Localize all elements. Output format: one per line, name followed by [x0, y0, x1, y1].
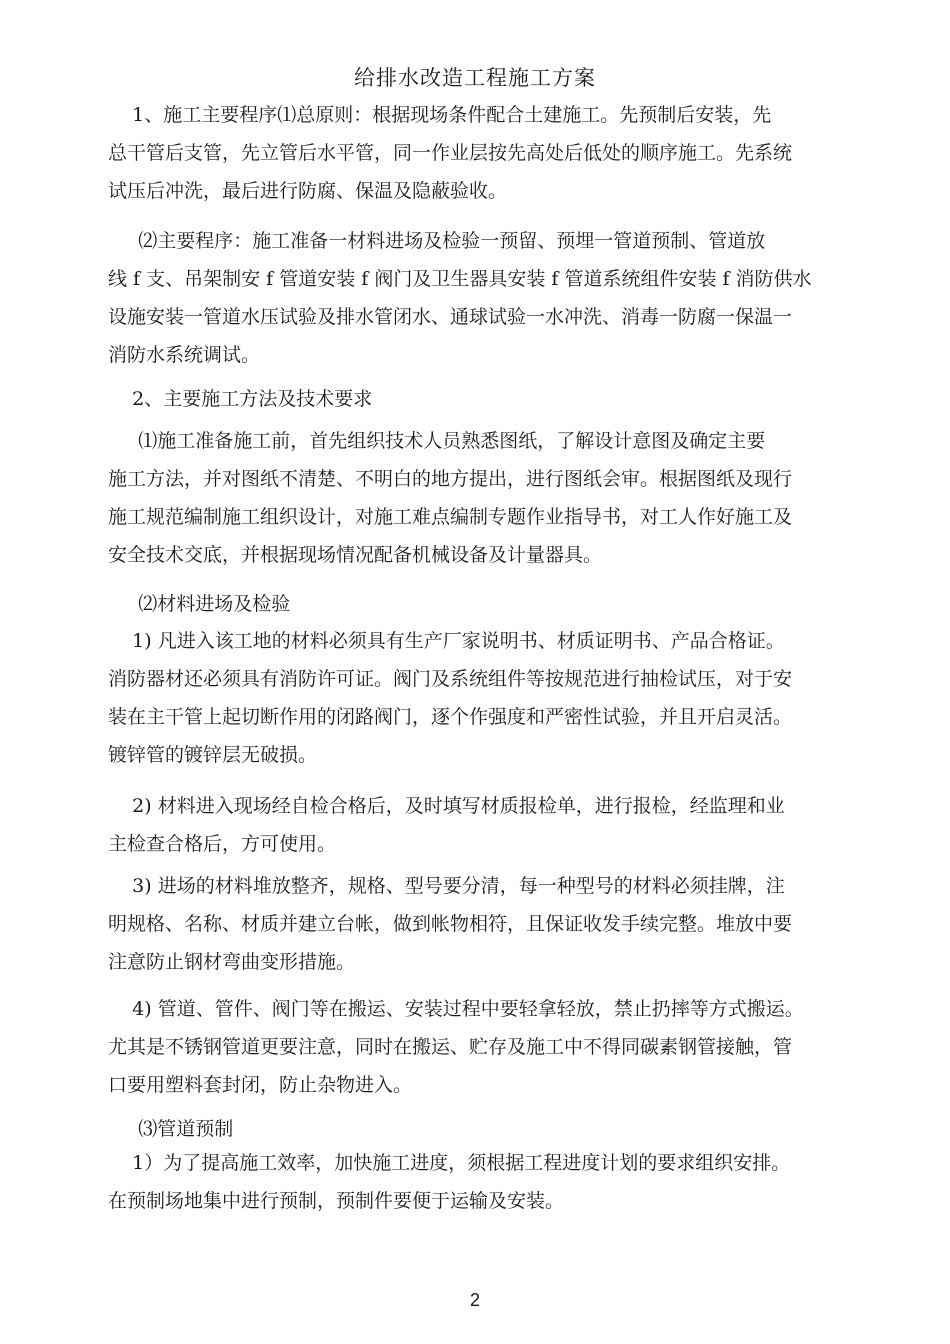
- text-line: ⑵主要程序：施工准备一材料进场及检验一预留、预埋一管道预制、管道放: [108, 230, 766, 252]
- section-heading-2: [108, 380, 848, 418]
- text-line: 口要用塑料套封闭，防止杂物进入。: [108, 1074, 413, 1096]
- text-line: 3) 进场的材料堆放整齐，规格、型号要分清，每一种型号的材料必须挂牌，注: [108, 875, 785, 897]
- subheading-materials: [108, 585, 848, 623]
- body-item-1: [108, 622, 848, 774]
- text-line: ⑵材料进场及检验: [108, 593, 291, 615]
- body-item-prefab-1: [108, 1144, 848, 1220]
- body-item-4: [108, 990, 848, 1104]
- body-p1: [108, 96, 848, 210]
- text-line: 明规格、名称、材质并建立台帐，做到帐物相符，且保证收发手续完整。堆放中要: [108, 913, 793, 935]
- text-line: 尤其是不锈钢管道更要注意，同时在搬运、贮存及施工中不得同碳素钢管接触，管: [108, 1036, 793, 1058]
- body-item-3: [108, 867, 848, 981]
- text-line: 试压后冲洗，最后进行防腐、保温及隐蔽验收。: [108, 180, 508, 202]
- text-line: 2、主要施工方法及技术要求: [108, 388, 373, 410]
- page-title: 给排水改造工程施工方案: [354, 66, 596, 90]
- text-line: 总干管后支管，先立管后水平管，同一作业层按先高处后低处的顺序施工。先系统: [108, 142, 793, 164]
- text-line: 2) 材料进入现场经自检合格后，及时填写材质报检单，进行报检，经监理和业: [108, 795, 785, 817]
- subheading-pipe-prefab: [108, 1110, 848, 1148]
- text-line: 1、施工主要程序⑴总原则：根据现场条件配合土建施工。先预制后安装，先: [108, 104, 772, 126]
- text-line: 消防水系统调试。: [108, 344, 261, 366]
- text-line: 施工规范编制施工组织设计，对施工难点编制专题作业指导书，对工人作好施工及: [108, 506, 793, 528]
- text-line: 消防器材还必须具有消防许可证。阀门及系统组件等按规范进行抽检试压，对于安: [108, 668, 793, 690]
- text-line: 注意防止钢材弯曲变形措施。: [108, 951, 356, 973]
- text-line: 安全技术交底，并根据现场情况配备机械设备及计量器具。: [108, 544, 603, 566]
- body-item-2: [108, 787, 848, 863]
- text-line: 在预制场地集中进行预制，预制件要便于运输及安装。: [108, 1190, 565, 1212]
- body-p3: [108, 422, 848, 574]
- text-line: 装在主干管上起切断作用的闭路阀门，逐个作强度和严密性试验，并且开启灵活。: [108, 706, 793, 728]
- text-line: ⑴施工准备施工前，首先组织技术人员熟悉图纸，了解设计意图及确定主要: [108, 430, 766, 452]
- text-line: 1）为了提高施工效率，加快施工进度，须根据工程进度计划的要求组织安排。: [108, 1152, 791, 1174]
- text-line: 主检查合格后，方可使用。: [108, 833, 337, 855]
- text-line: 施工方法，并对图纸不清楚、不明白的地方提出，进行图纸会审。根据图纸及现行: [108, 468, 793, 490]
- text-line: 线 f 支、吊架制安 f 管道安装 f 阀门及卫生器具安装 f 管道系统组件安装 f 消防供水: [108, 268, 812, 290]
- text-line: 4) 管道、管件、阀门等在搬运、安装过程中要轻拿轻放，禁止扔摔等方式搬运。: [108, 998, 804, 1020]
- text-line: 镀锌管的镀锌层无破损。: [108, 744, 318, 766]
- text-line: ⑶管道预制: [108, 1118, 234, 1140]
- text-line: 设施安装一管道水压试验及排水管闭水、通球试验一水冲洗、消毒一防腐一保温一: [108, 306, 793, 328]
- page-number: 2: [469, 1290, 480, 1310]
- body-p2: [108, 222, 848, 374]
- text-line: 1) 凡进入该工地的材料必须具有生产厂家说明书、材质证明书、产品合格证。: [108, 630, 785, 652]
